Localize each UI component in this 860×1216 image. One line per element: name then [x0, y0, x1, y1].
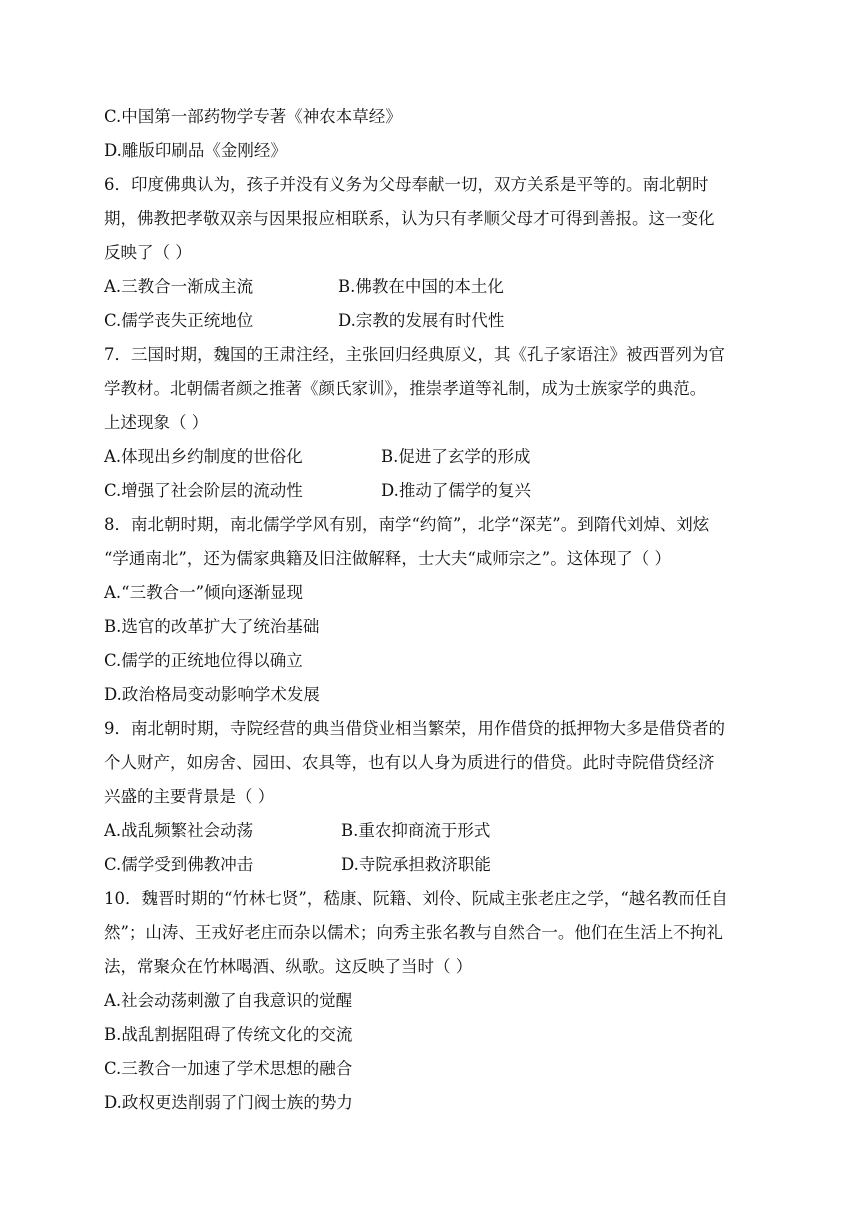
- q9-stem-line-3: 兴盛的主要背景是（ ）: [104, 787, 275, 806]
- q6-options-row-1: [104, 270, 764, 304]
- q7-option-c: C.增强了社会阶层的流动性: [104, 481, 303, 500]
- q6-option-b: B.佛教在中国的本土化: [338, 277, 504, 296]
- q7-option-d: D.推动了儒学的复兴: [381, 481, 531, 500]
- q8-stem-line-1: 8．南北朝时期，南北儒学学风有别，南学“约简”，北学“深芜”。到隋代刘焯、刘炫: [104, 515, 710, 534]
- q8-option-d: D.政治格局变动影响学术发展: [104, 685, 320, 704]
- question-6: [104, 168, 764, 338]
- q7-stem-line-3: 上述现象（ ）: [104, 413, 209, 432]
- q7-stem-line-2: 学教材。北朝儒者颜之推著《颜氏家训》，推崇孝道等礼制，成为士族家学的典范。: [104, 379, 707, 398]
- q7-option-a: A.体现出乡约制度的世俗化: [104, 447, 303, 466]
- q6-stem-line-3: 反映了（ ）: [104, 243, 192, 262]
- q6-stem-line-2: 期，佛教把孝敬双亲与因果报应相联系，认为只有孝顺父母才可得到善报。这一变化: [104, 209, 715, 228]
- q5-option-d: D.雕版印刷品《金刚经》: [104, 141, 287, 160]
- q6-option-c: C.儒学丧失正统地位: [104, 311, 254, 330]
- q8-option-b: B.选官的改革扩大了统治基础: [104, 617, 320, 636]
- q7-options-row-1: [104, 440, 764, 474]
- question-9: [104, 712, 764, 882]
- q6-stem-line-1: 6．印度佛典认为，孩子并没有义务为父母奉献一切，双方关系是平等的。南北朝时: [104, 175, 709, 194]
- q9-stem-line-1: 9．南北朝时期，寺院经营的典当借贷业相当繁荣，用作借贷的抵押物大多是借贷者的: [104, 719, 725, 738]
- q10-option-c: C.三教合一加速了学术思想的融合: [104, 1059, 353, 1078]
- question-10: [104, 882, 764, 1120]
- q7-stem-line-1: 7．三国时期，魏国的王肃注经，主张回归经典原义，其《孔子家语注》被西晋列为官: [104, 345, 725, 364]
- q6-option-a: A.三教合一渐成主流: [104, 277, 254, 296]
- q8-option-c: C.儒学的正统地位得以确立: [104, 651, 303, 670]
- q10-option-a: A.社会动荡刺激了自我意识的觉醒: [104, 991, 353, 1010]
- q10-stem-line-2: 然”；山涛、王戎好老庄而杂以儒术；向秀主张名教与自然合一。他们在生活上不拘礼: [104, 923, 723, 942]
- document-page: [104, 100, 764, 1120]
- q10-option-d: D.政权更迭削弱了门阀士族的势力: [104, 1093, 353, 1112]
- q10-stem-line-3: 法，常聚众在竹林喝酒、纵歌。这反映了当时（ ）: [104, 957, 473, 976]
- q7-options-row-2: [104, 474, 764, 508]
- question-8: [104, 508, 764, 712]
- q10-stem-line-1: 10．魏晋时期的“竹林七贤”，嵇康、阮籍、刘伶、阮咸主张老庄之学，“越名教而任自: [104, 889, 728, 908]
- q9-options-row-1: [104, 814, 764, 848]
- q9-stem-line-2: 个人财产，如房舍、园田、农具等，也有以人身为质进行的借贷。此时寺院借贷经济: [104, 753, 715, 772]
- q5-option-c: C.中国第一部药物学专著《神农本草经》: [104, 107, 402, 126]
- q9-option-c: C.儒学受到佛教冲击: [104, 855, 254, 874]
- q9-option-b: B.重农抑商流于形式: [341, 821, 491, 840]
- q9-option-d: D.寺院承担救济职能: [341, 855, 491, 874]
- q7-option-b: B.促进了玄学的形成: [381, 447, 531, 466]
- q6-option-d: D.宗教的发展有时代性: [338, 311, 505, 330]
- q8-stem-line-2: “学通南北”，还为儒家典籍及旧注做解释，士大夫“咸师宗之”。这体现了（ ）: [104, 549, 671, 568]
- q8-option-a: A.“三教合一”倾向逐渐显现: [104, 583, 304, 602]
- q9-options-row-2: [104, 848, 764, 882]
- q6-options-row-2: [104, 304, 764, 338]
- q10-option-b: B.战乱割据阻碍了传统文化的交流: [104, 1025, 353, 1044]
- q9-option-a: A.战乱频繁社会动荡: [104, 821, 254, 840]
- question-7: [104, 338, 764, 508]
